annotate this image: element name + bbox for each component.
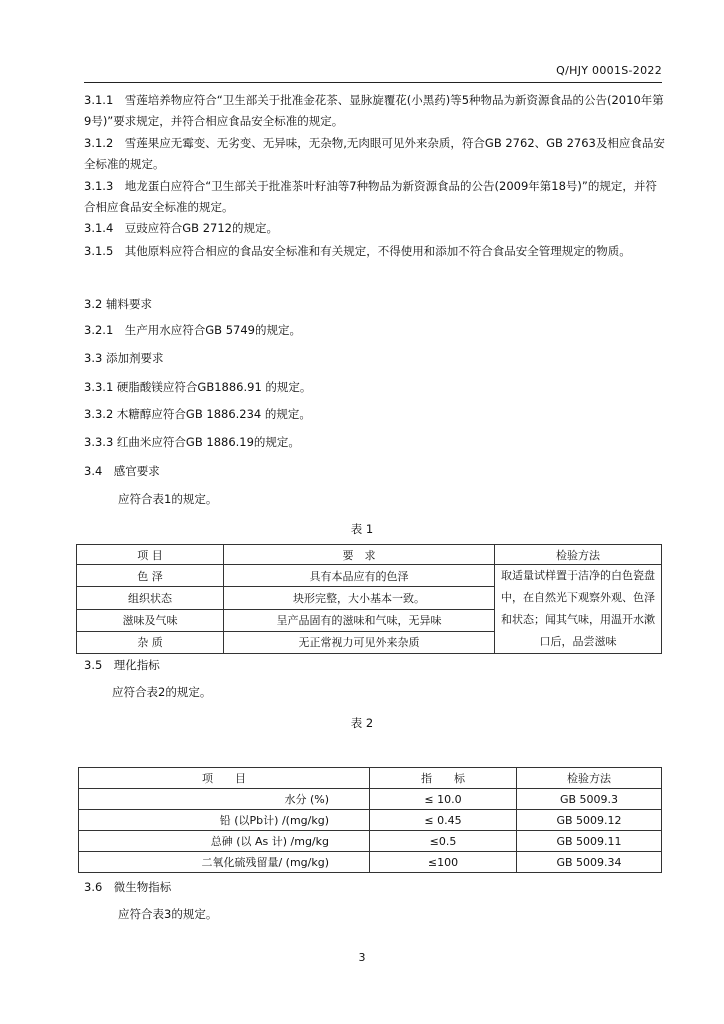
table-header-cell: 要 求 [224,545,495,565]
para-3-1-2: 3.1.2 雪莲果应无霉变、无劣变、无异味，无杂物,无肉眼可见外来杂质，符合GB 2762、GB 2763及相应食品安全标准的规定。 [84,136,665,171]
section-3-5-title: 3.5 理化指标 [84,658,160,672]
table-cell: 块形完整，大小基本一致。 [224,587,495,609]
table-cell: ≤ 0.45 [370,810,517,831]
table-cell: 杂 质 [77,631,224,653]
para-3-2-1: 3.2.1 生产用水应符合GB 5749的规定。 [84,323,301,337]
table-cell: 无正常视力可见外来杂质 [224,631,495,653]
sensory-table [76,544,662,654]
table-row [79,789,662,810]
table-header-row [77,545,662,565]
table-cell: GB 5009.3 [517,789,662,810]
para-3-4-text: 应符合表1的规定。 [118,492,218,506]
table-cell: 总砷 (以 As 计) /mg/kg [79,831,370,852]
table-row [79,852,662,873]
table-cell: ≤100 [370,852,517,873]
physicochemical-table [78,767,662,873]
page-number: 3 [358,951,366,964]
table-cell: 水分 (%) [79,789,370,810]
section-3-6-title: 3.6 微生物指标 [84,880,172,894]
table2-caption: 表 2 [350,716,374,730]
section-3-2-title: 3.2 辅料要求 [84,297,152,311]
table-cell: 具有本品应有的色泽 [224,565,495,587]
para-3-3-2: 3.3.2 木糖醇应符合GB 1886.234 的规定。 [84,407,311,421]
table-cell: 呈产品固有的滋味和气味，无异味 [224,609,495,631]
table-header-row [79,768,662,789]
table-cell: 滋味及气味 [77,609,224,631]
table-cell: 铅 (以Pb计) /(mg/kg) [79,810,370,831]
table-cell: GB 5009.34 [517,852,662,873]
table-header-cell: 指 标 [370,768,517,789]
table-cell: GB 5009.11 [517,831,662,852]
table-cell: GB 5009.12 [517,810,662,831]
para-3-1-1: 3.1.1 雪莲培养物应符合“卫生部关于批准金花茶、显脉旋覆花(小黑药)等5种物品为新资源食品的公告(2010年第9号)”要求规定，并符合相应食品安全标准的规定。 [84,93,664,128]
para-3-1-5: 3.1.5 其他原料应符合相应的食品安全标准和有关规定，不得使用和添加不符合食品安全管理规定的物质。 [84,244,631,258]
header-rule [84,82,662,83]
table-row [77,565,662,587]
table-row [79,810,662,831]
table-cell: ≤0.5 [370,831,517,852]
para-3-6-text: 应符合表3的规定。 [118,907,218,921]
table-header-cell: 项 目 [79,768,370,789]
para-3-3-3: 3.3.3 红曲米应符合GB 1886.19的规定。 [84,435,300,449]
document-code: Q/HJY 0001S-2022 [556,64,662,77]
table-cell: 色 泽 [77,565,224,587]
section-3-3-title: 3.3 添加剂要求 [84,351,164,365]
para-3-5-text: 应符合表2的规定。 [112,685,212,699]
table-header-cell: 项 目 [77,545,224,565]
table-cell: 组织状态 [77,587,224,609]
section-3-4-title: 3.4 感官要求 [84,464,160,478]
para-3-1-3: 3.1.3 地龙蛋白应符合“卫生部关于批准茶叶籽油等7种物品为新资源食品的公告(2009年第18号)”的规定，并符合相应食品安全标准的规定。 [84,179,657,214]
para-3-1-4: 3.1.4 豆豉应符合GB 2712的规定。 [84,221,278,235]
table-header-cell: 检验方法 [495,545,662,565]
table-cell: 二氧化硫残留量/ (mg/kg) [79,852,370,873]
para-3-3-1: 3.3.1 硬脂酸镁应符合GB1886.91 的规定。 [84,380,312,394]
test-method-cell: 取适量试样置于洁净的白色瓷盘中，在自然光下观察外观、色泽和状态；闻其气味，用温开水漱口后，品尝滋味 [495,565,662,654]
table1-caption: 表 1 [350,522,374,536]
table-row [79,831,662,852]
table-header-cell: 检验方法 [517,768,662,789]
table-cell: ≤ 10.0 [370,789,517,810]
